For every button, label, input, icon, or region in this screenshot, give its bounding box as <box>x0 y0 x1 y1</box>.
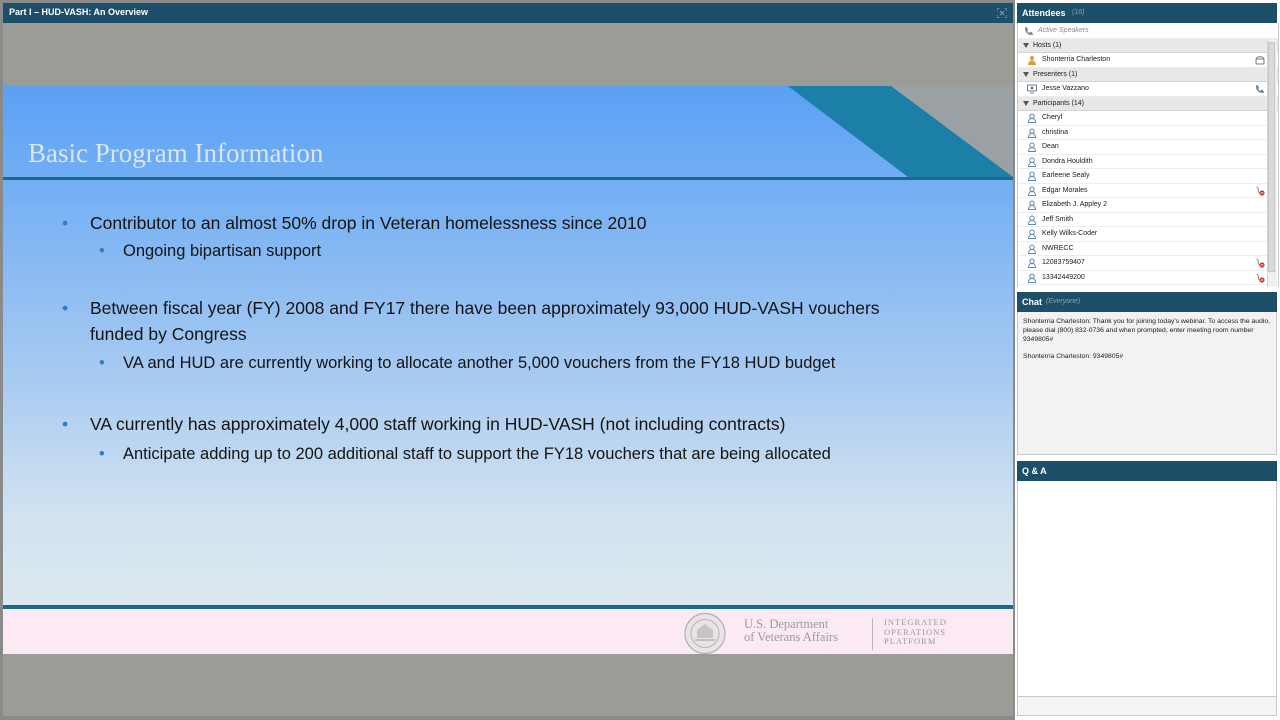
expand-triangle-icon[interactable] <box>1023 72 1029 77</box>
fullscreen-icon[interactable] <box>997 8 1007 18</box>
active-speakers-row: Active Speakers <box>1018 24 1278 39</box>
footer-divider <box>872 618 873 650</box>
participant-row[interactable]: Jeff Smith <box>1018 213 1278 228</box>
telephone-icon <box>1255 55 1265 65</box>
qa-input-field[interactable] <box>1017 696 1277 716</box>
muted-phone-icon <box>1255 186 1265 196</box>
chat-title: Chat <box>1022 297 1042 307</box>
bullet-marker-icon: • <box>62 414 69 434</box>
participant-row[interactable]: Cheryl <box>1018 111 1278 126</box>
participant-person-icon <box>1027 200 1037 210</box>
attendees-panel-header[interactable] <box>1017 3 1277 23</box>
participant-row[interactable]: Elizabeth J. Appley 2 <box>1018 198 1278 213</box>
iop-wordmark: INTEGRATED OPERATIONS PLATFORM <box>884 617 947 646</box>
slide-sub-bullet: • Anticipate adding up to 200 additional staff to support the FY18 vouchers that are being allocated <box>99 445 831 463</box>
participant-row[interactable]: 12083759407 <box>1018 256 1278 271</box>
bullet-marker-icon: • <box>62 213 69 233</box>
participants-group-row[interactable]: Participants (14) <box>1018 97 1278 112</box>
chat-panel-header[interactable] <box>1017 292 1277 312</box>
bullet-marker-icon: • <box>99 242 105 260</box>
expand-triangle-icon[interactable] <box>1023 43 1029 48</box>
participant-row[interactable]: NWRECC <box>1018 242 1278 257</box>
participant-person-icon <box>1027 244 1037 254</box>
va-wordmark: U.S. Department of Veterans Affairs <box>744 617 838 644</box>
va-seal-icon <box>676 612 734 654</box>
attendees-scrollbar-thumb[interactable] <box>1268 42 1275 272</box>
participant-person-icon <box>1027 229 1037 239</box>
participant-person-icon <box>1027 186 1037 196</box>
muted-phone-icon <box>1255 273 1265 283</box>
participant-row[interactable]: Dean <box>1018 140 1278 155</box>
presenter-screen-icon <box>1027 84 1037 94</box>
expand-triangle-icon[interactable] <box>1023 101 1029 106</box>
side-panels <box>1015 0 1280 720</box>
chat-messages <box>1017 312 1277 455</box>
phone-audio-icon <box>1255 84 1265 94</box>
slide-bullet: • Contributor to an almost 50% drop in Veteran homelessness since 2010 <box>62 213 647 233</box>
slide <box>3 86 1013 654</box>
presentation-title: Part I – HUD-VASH: An Overview <box>9 7 149 17</box>
speaker-phone-icon <box>1024 26 1034 36</box>
slide-footer <box>3 605 1013 654</box>
presenter-row[interactable]: Jesse Vazzano <box>1018 82 1278 97</box>
participant-person-icon <box>1027 113 1037 123</box>
hosts-group-row[interactable]: Hosts (1) <box>1018 39 1278 54</box>
participant-person-icon <box>1027 142 1037 152</box>
attendees-list <box>1017 23 1279 287</box>
participant-row[interactable]: Kelly Wilks-Coder <box>1018 227 1278 242</box>
slide-bullet: • VA currently has approximately 4,000 staff working in HUD-VASH (not including contracts) <box>62 414 786 434</box>
chat-message: Shonterria Charleston: 9349805# <box>1023 353 1124 360</box>
attendees-count: (16) <box>1072 9 1085 16</box>
slide-heading-rule <box>3 177 1013 180</box>
participant-person-icon <box>1027 171 1037 181</box>
host-person-icon <box>1027 55 1037 65</box>
participant-person-icon <box>1027 157 1037 167</box>
participant-row[interactable]: 13342449200 <box>1018 271 1278 286</box>
participant-person-icon <box>1027 215 1037 225</box>
slide-bullet: • Between fiscal year (FY) 2008 and FY17 there have been approximately 93,000 HUD-VASH vouchers <box>62 298 880 318</box>
bullet-marker-icon: • <box>62 298 69 318</box>
participant-person-icon <box>1027 273 1037 283</box>
host-row[interactable]: Shonterria Charleston <box>1018 53 1278 68</box>
muted-phone-icon <box>1255 258 1265 268</box>
qa-panel-header[interactable] <box>1017 461 1277 481</box>
bullet-marker-icon: • <box>99 354 105 372</box>
slide-letterbox-bottom <box>3 654 1013 716</box>
participant-row[interactable]: Dondra Houldith <box>1018 155 1278 170</box>
chat-message: Shonterria Charleston: Thank you for joining today's webinar. To access the audio, please dial (800) 832-0736 and when prompted, enter meeting room number 9349805# <box>1023 318 1271 343</box>
participant-row[interactable]: Edgar Morales <box>1018 184 1278 199</box>
qa-messages <box>1017 481 1277 716</box>
attendees-title: Attendees <box>1022 8 1066 18</box>
presenters-group-row[interactable]: Presenters (1) <box>1018 68 1278 83</box>
participant-row[interactable]: Earleene Sealy <box>1018 169 1278 184</box>
slide-heading: Basic Program Information <box>28 138 324 168</box>
qa-title: Q & A <box>1022 466 1047 476</box>
presentation-title-bar <box>3 3 1013 24</box>
slide-letterbox-top <box>3 23 1013 86</box>
chat-scope: (Everyone) <box>1046 298 1081 305</box>
slide-sub-bullet: • VA and HUD are currently working to allocate another 5,000 vouchers from the FY18 HUD budget <box>99 354 836 372</box>
participant-person-icon <box>1027 258 1037 268</box>
slide-bullet-continuation: funded by Congress <box>90 324 247 344</box>
bullet-marker-icon: • <box>99 445 105 463</box>
slide-sub-bullet: • Ongoing bipartisan support <box>99 242 322 260</box>
participant-row[interactable]: christina <box>1018 126 1278 141</box>
participant-person-icon <box>1027 128 1037 138</box>
